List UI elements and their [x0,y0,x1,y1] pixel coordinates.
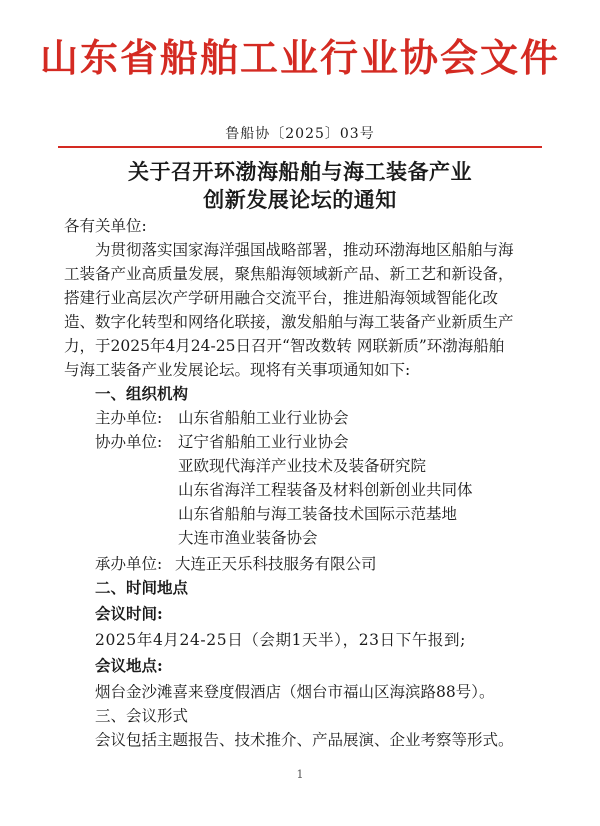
body-line: 力，于2025年4月24-25日召开“智改数转 网联新质”环渤海船舶 [64,337,505,355]
meeting-time-value: 2025年4月24-25日（会期1天半），23日下午报到; [95,631,466,649]
co-organizer: 亚欧现代海洋产业技术及装备研究院 [178,457,427,475]
notice-title-line-1: 关于召开环渤海船舶与海工装备产业 [128,160,472,184]
section-heading-time-place: 二、时间地点 [95,578,189,597]
document-number: 鲁船协〔2025〕03号 [225,126,375,142]
host-org: 山东省船舶工业行业协会 [178,409,349,427]
meeting-place-value: 烟台金沙滩喜来登度假酒店（烟台市福山区海滨路88号）。 [95,683,495,701]
section-heading-format: 三、会议形式 [95,707,189,725]
salutation: 各有关单位: [64,217,147,235]
page-number: 1 [296,768,304,781]
red-header-title: 山东省船舶工业行业协会文件 [39,36,560,80]
body-line: 搭建行业高层次产学研用融合交流平台，推进船海领域智能化改 [64,289,499,307]
meeting-format-text: 会议包括主题报告、技术推介、产品展演、企业考察等形式。 [95,731,514,749]
co-organizer: 山东省海洋工程装备及材料创新创业共同体 [178,481,473,499]
organizer: 大连正天乐科技服务有限公司 [175,555,377,573]
co-organizer: 山东省船舶与海工装备技术国际示范基地 [178,505,458,523]
notice-title-line-2: 创新发展论坛的通知 [203,188,397,212]
meeting-place-label: 会议地点: [95,656,163,675]
section-heading-org: 一、组织机构 [95,384,189,403]
co-organizer-label: 协办单位: [95,433,163,451]
red-divider [58,146,542,148]
host-label: 主办单位: [95,409,163,427]
organizer-label: 承办单位: [95,555,163,573]
body-line: 与海工装备产业发展论坛。现将有关事项通知如下: [64,361,411,379]
co-organizer: 辽宁省船舶工业行业协会 [178,433,349,451]
body-line: 为贯彻落实国家海洋强国战略部署，推动环渤海地区船舶与海 [95,241,514,259]
meeting-time-label: 会议时间: [95,604,163,623]
co-organizer: 大连市渔业装备协会 [178,529,318,547]
body-line: 造、数字化转型和网络化联接，激发船舶与海工装备产业新质生产 [64,313,514,331]
body-line: 工装备产业高质量发展，聚焦船海领域新产品、新工艺和新设备， [64,265,514,283]
